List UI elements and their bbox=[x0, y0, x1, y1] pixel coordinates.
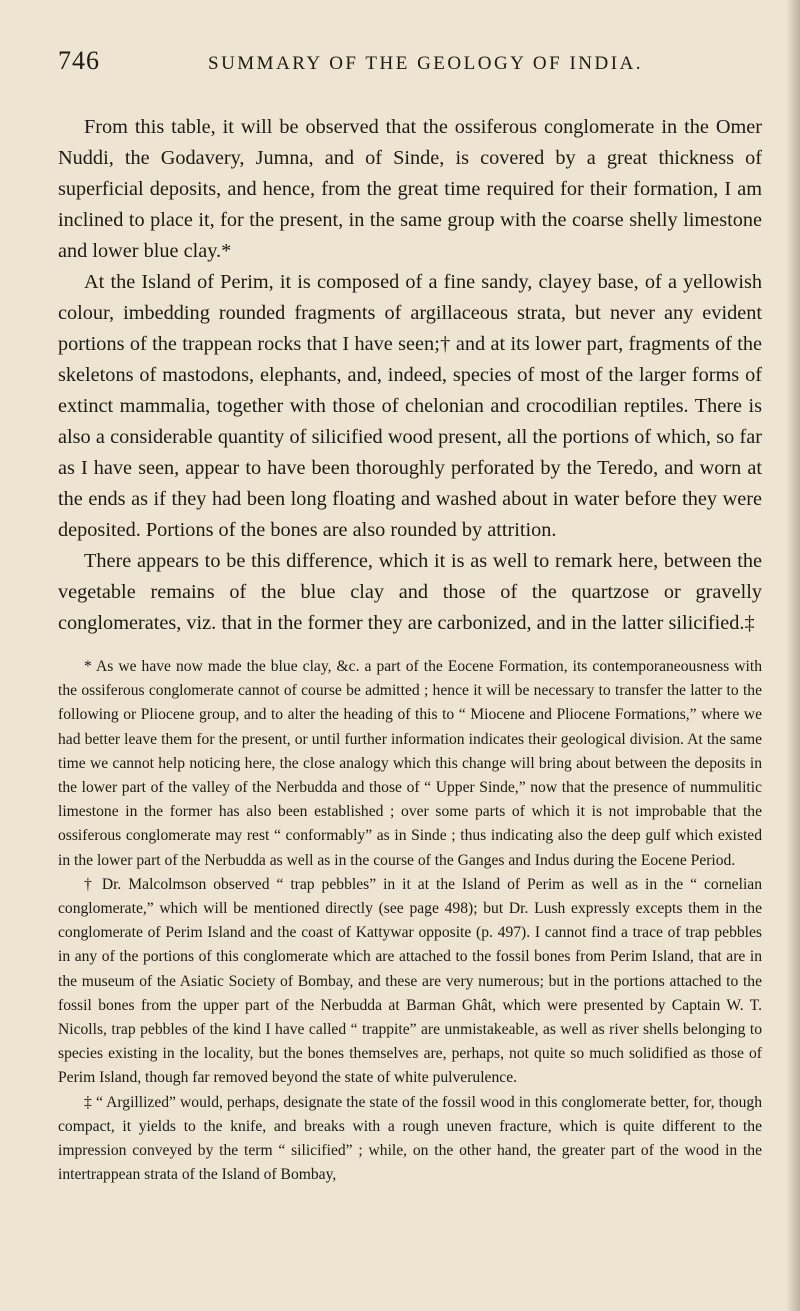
main-text bbox=[58, 112, 762, 639]
page-header bbox=[58, 46, 762, 82]
body-paragraph: From this table, it will be observed that the ossiferous conglomerate in the Omer Nuddi, the Godavery, Jumna, and of Sinde, is covered by a great thickness of superficial deposits, and hence, from the great time required for their formation, I am inclined to place it, for the present, in the same group with the coarse shelly limestone and lower blue clay.* bbox=[58, 116, 762, 262]
footnote: ‡ “ Argillized” would, perhaps, designate the state of the fossil wood in this conglomerate better, for, though compact, it yields to the knife, and breaks with a rough uneven fracture, which is quite different to the impression conveyed by the term “ silicified” ; while, on the other hand, the greater part of the wood in the intertrappean strata of the Island of Bombay, bbox=[58, 1093, 762, 1184]
body-paragraph: At the Island of Perim, it is composed of a fine sandy, clayey base, of a yellowish colour, imbedding rounded fragments of argillaceous strata, but never any evident portions of the trappean rocks that I have seen;† and at its lower part, fragments of the skeletons of mastodons, elephants, and, indeed, species of most of the larger forms of extinct mammalia, together with those of chelonian and crocodilian reptiles. There is also a considerable quantity of silicified wood present, all the portions of which, so far as I have seen, appear to have been thoroughly perforated by the Teredo, and worn at the ends as if they had been long floating and washed about in water before they were deposited. Portions of the bones are also rounded by attrition. bbox=[58, 271, 762, 541]
page-number: 746 bbox=[58, 46, 100, 75]
footnote: * As we have now made the blue clay, &c. a part of the Eocene Formation, its contemporaneousness with the ossiferous conglomerate cannot of course be admitted ; hence it will be necessary to transfer the latter to the following or Pliocene group, and to alter the heading of this to “ Miocene and Pliocene Formations,” where we had better leave them for the present, or until further information indicates their geological division. At the same time we cannot help noticing here, the close analogy which this change will bring about between the deposits in the lower part of the valley of the Nerbudda and those of “ Upper Sinde,” now that the presence of nummulitic limestone in the former has also been established ; over some parts of which it is not improbable that the ossiferous conglomerate may rest “ conformably” as in Sinde ; thus indicating also the deep gulf which existed in the lower part of the Nerbudda as well as in the course of the Ganges and Indus during the Eocene Period. bbox=[58, 658, 762, 869]
page-edge-shadow bbox=[786, 0, 800, 1311]
running-title: SUMMARY OF THE GEOLOGY OF INDIA. bbox=[208, 53, 644, 74]
footnote: † Dr. Malcolmson observed “ trap pebbles” in it at the Island of Perim as well as in the “ cornelian conglomerate,” which will be mentioned directly (see page 498); but Dr. Lush expressly excepts them in the conglomerate of Perim Island and the coast of Kattywar opposite (p. 497). I cannot find a trace of trap pebbles in any of the portions of this conglomerate which are attached to the fossil bones from Perim Island, that are in the museum of the Asiatic Society of Bombay, and these are very numerous; but in the portions attached to the fossil bones from the upper part of the Nerbudda at Barman Ghât, which were presented by Captain W. T. Nicolls, trap pebbles of the kind I have called “ trappite” are unmistakeable, as well as river shells belonging to species existing in the locality, but the bones themselves are, perhaps, not quite so much solidified as those of Perim Island, though far removed beyond the state of white pulverulence. bbox=[58, 875, 762, 1087]
body-paragraph: There appears to be this difference, which it is as well to remark here, between the vegetable remains of the blue clay and those of the quartzose or gravelly conglomerates, viz. that in the former they are carbonized, and in the latter silicified.‡ bbox=[58, 550, 762, 634]
footnotes bbox=[58, 655, 762, 1187]
